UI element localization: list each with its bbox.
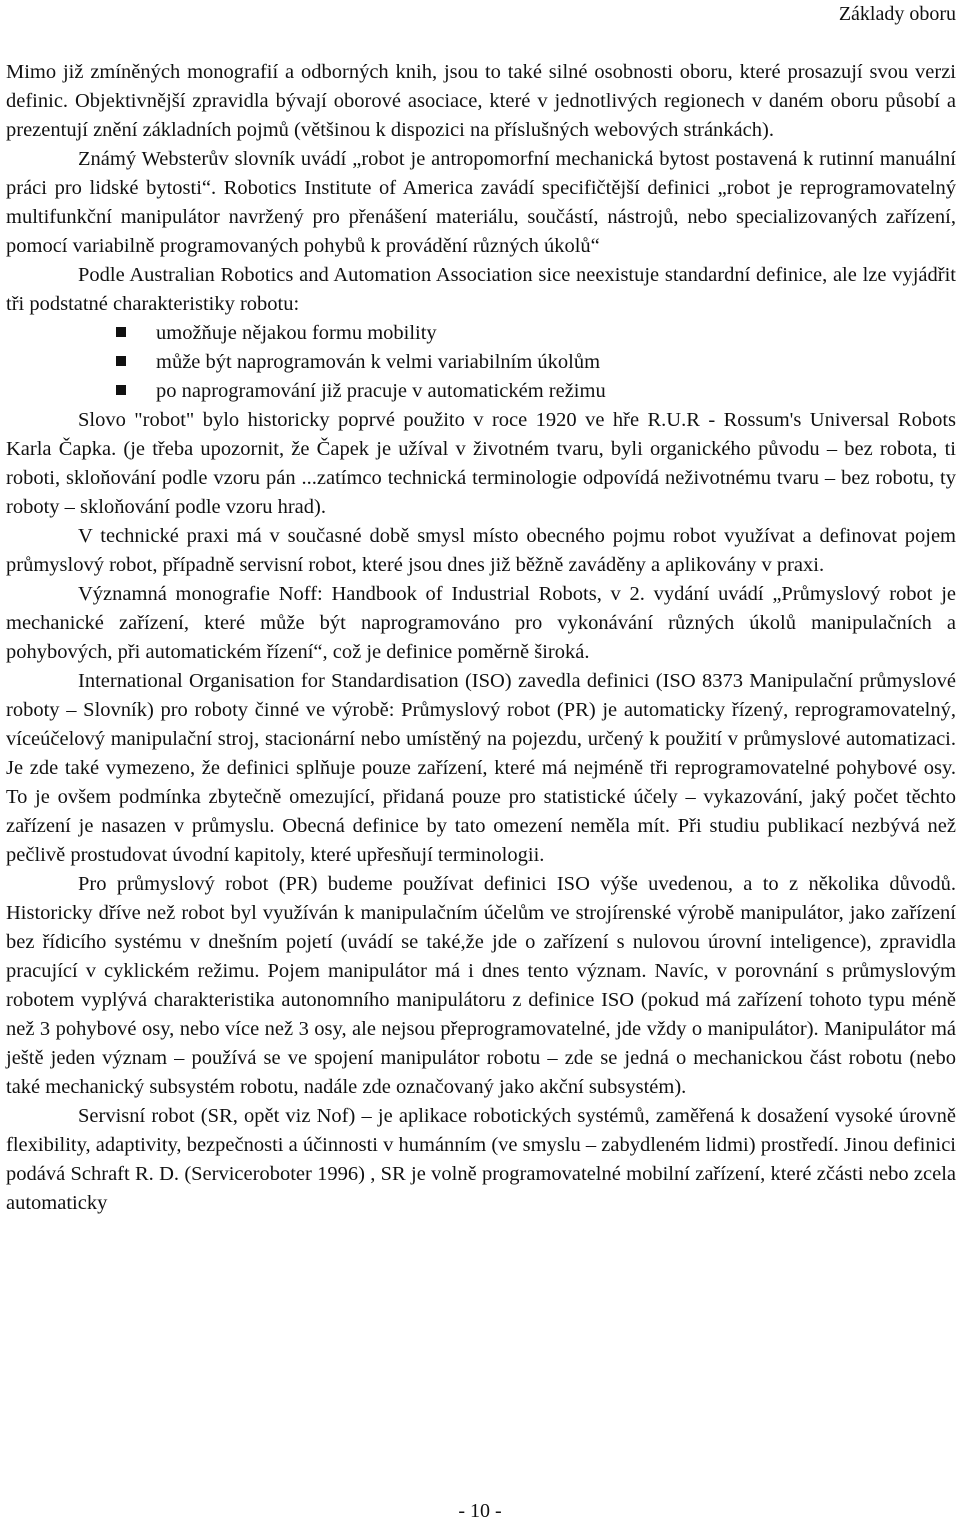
list-item xyxy=(6,348,956,377)
list-item-text: může být naprogramován k velmi variabilním úkolům xyxy=(156,351,601,373)
paragraph-8: Pro průmyslový robot (PR) budeme používat definici ISO výše uvedenou, a to z několika důvodů. Historicky dříve než robot byl využíván k manipulačním účelům ve strojírenské výrobě manipulátor, jako zařízení bez řídicího systému v dnešním pojetí (uvádí se také,že jde o zařízení s nulovou úrovní inteligence), zpravidla pracující v cyklickém režimu. Pojem manipulátor má i dnes tento význam. Navíc, v porovnání s průmyslovým robotem vyplývá charakteristika autonomního manipulátoru z definice ISO (pokud má zařízení tohoto typu méně než 3 pohybové osy, nebo více než 3 osy, ale nejsou přeprogramovatelné, jde vždy o manipulátor). Manipulátor má ještě jeden význam – používá se ve spojení manipulátor robotu – zde se jedná o mechanickou část robotu (nebo také mechanický subsystém robotu, nadále zde označovaný jako akční subsystém). xyxy=(6,873,956,1098)
paragraph-2: Známý Websterův slovník uvádí „robot je antropomorfní mechanická bytost postavená k rutinní manuální práci pro lidské bytosti“. Robotics Institute of America zavádí specifičtější definici „robot je reprogramovatelný multifunkční manipulátor navržený pro přenášení materiálu, součástí, nástrojů, nebo specializovaných zařízení, pomocí variabilně programovaných pohybů k provádění různých úkolů“ xyxy=(6,148,956,257)
page-header: Základy oboru xyxy=(838,3,956,25)
body-text xyxy=(6,58,956,1218)
paragraph-7: International Organisation for Standardisation (ISO) zavedla definici (ISO 8373 Manipulační průmyslové roboty – Slovník) pro roboty činné ve výrobě: Průmyslový robot (PR) je automaticky řízený, reprogramovatelný, víceúčelový manipulační stroj, stacionární nebo umístěný na pojezdu, určený k použití v průmyslové automatizaci. Je zde také vymezeno, že definici splňuje pouze zařízení, které má nejméně tři reprogramovatelné pohybové osy. To je ovšem podmínka zbytečně omezující, přidaná pouze pro statistické účely – vykazování, jaký počet těchto zařízení je nasazen v průmyslu. Obecná definice by tato omezení neměla mít. Při studiu publikací nezbývá než pečlivě prostudovat úvodní kapitoly, které upřesňují terminologii. xyxy=(6,670,956,866)
paragraph-5: V technické praxi má v současné době smysl místo obecného pojmu robot využívat a definovat pojem průmyslový robot, případně servisní robot, které jsou dnes již běžně zaváděny a aplikovány v praxi. xyxy=(6,525,956,576)
list-item-text: po naprogramování již pracuje v automatickém režimu xyxy=(156,380,606,402)
characteristics-list xyxy=(6,319,956,406)
list-item xyxy=(6,319,956,348)
square-bullet-icon xyxy=(116,385,126,395)
list-item xyxy=(6,377,956,406)
paragraph-6: Významná monografie Noff: Handbook of Industrial Robots, v 2. vydání uvádí „Průmyslový robot je mechanické zařízení, které může být naprogramováno pro vykonávání různých úkolů manipulačních a pohybových, při automatickém řízení“, což je definice poměrně široká. xyxy=(6,583,956,663)
square-bullet-icon xyxy=(116,356,126,366)
page-number: - 10 - xyxy=(458,1500,502,1522)
paragraph-4: Slovo "robot" bylo historicky poprvé použito v roce 1920 ve hře R.U.R - Rossum's Universal Robots Karla Čapka. (je třeba upozornit, že Čapek je užíval v životném tvaru, byli organického původu – bez robota, ti roboti, skloňování podle vzoru pán ...zatímco technická terminologie odpovídá neživotnému tvaru – bez robotu, ty roboty – skloňování podle vzoru hrad). xyxy=(6,409,956,518)
paragraph-1: Mimo již zmíněných monografií a odborných knih, jsou to také silné osobnosti oboru, které prosazují svou verzi definic. Objektivnější zpravidla bývají oborové asociace, které v jednotlivých regionech v daném oboru působí a prezentují znění základních pojmů (většinou k dispozici na příslušných webových stránkách). xyxy=(6,61,956,141)
list-item-text: umožňuje nějakou formu mobility xyxy=(156,322,437,344)
square-bullet-icon xyxy=(116,327,126,337)
paragraph-9: Servisní robot (SR, opět viz Nof) – je aplikace robotických systémů, zaměřená k dosažení vysoké úrovně flexibility, adaptivity, bezpečnosti a účinnosti v humánním (ve smyslu – zabydleném lidmi) prostředí. Jinou definici podává Schraft R. D. (Serviceroboter 1996) , SR je volně programovatelné mobilní zařízení, které zčásti nebo zcela automaticky xyxy=(6,1105,956,1214)
paragraph-3: Podle Australian Robotics and Automation Association sice neexistuje standardní definice, ale lze vyjádřit tři podstatné charakteristiky robotu: xyxy=(6,264,956,315)
